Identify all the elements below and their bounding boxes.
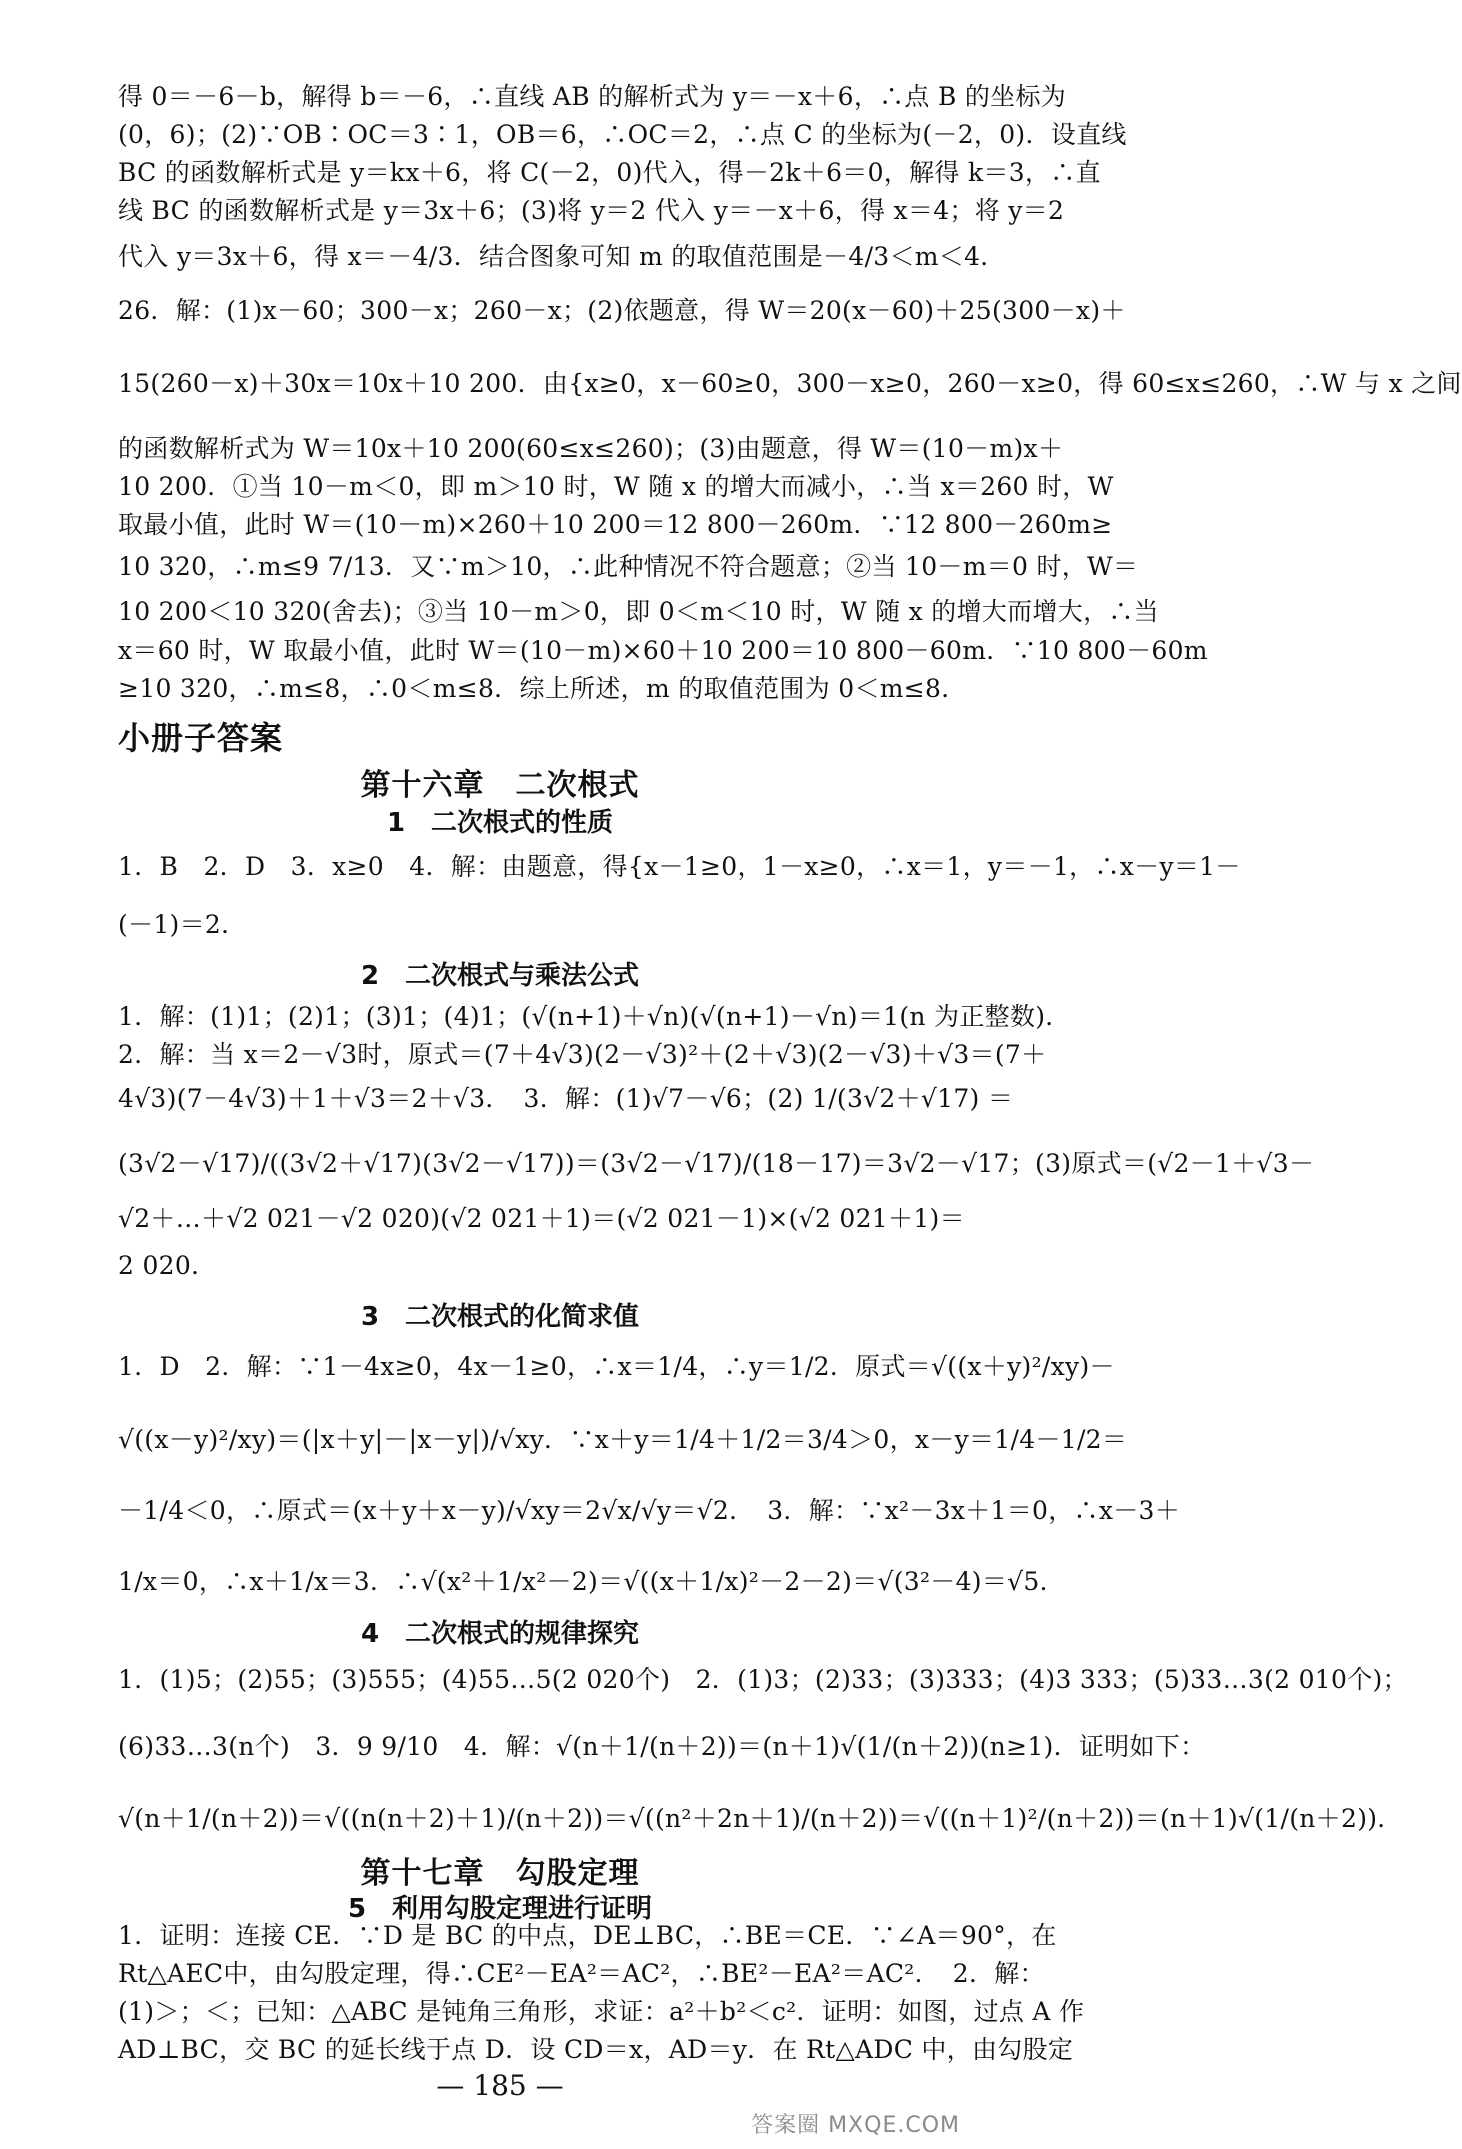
text-line: ≥10 320，∴m≤8，∴0＜m≤8．综上所述，m 的取值范围为 0＜m≤8． (118, 674, 967, 703)
text-line: 得 0＝－6－b，解得 b＝－6，∴直线 AB 的解析式为 y＝－x＋6，∴点 B 的坐标为 (118, 82, 1067, 111)
watermark: 答案圈 MXQE.COM (751, 2113, 960, 2138)
text-line: 1．(1)5；(2)55；(3)555；(4)55…5(2 020个) 2．(1)3；(2)33；(3)333；(4)3 333；(5)33…3(2 010个)； (118, 1665, 1408, 1694)
text-line: 1．解：(1)1；(2)1；(3)1；(4)1；(√(n+1)＋√n)(√(n+1)－√n)＝1(n 为正整数)． (118, 1002, 1071, 1031)
text-line: 1/x＝0，∴x＋1/x＝3．∴√(x²＋1/x²－2)＝√((x＋1/x)²－2－2)＝√(3²－4)＝√5． (118, 1567, 1065, 1596)
text-line: 10 200．①当 10－m＜0，即 m＞10 时，W 随 x 的增大而减小，∴当 x＝260 时，W (118, 472, 1114, 501)
text-line: 4√3)(7－4√3)＋1＋√3＝2＋√3． 3．解：(1)√7－√6；(2) 1/(3√2＋√17) ＝ (118, 1084, 1014, 1113)
text-line: AD⊥BC，交 BC 的延长线于点 D．设 CD＝x，AD＝y．在 Rt△ADC 中，由勾股定 (118, 2035, 1074, 2064)
text-line: 2．解：当 x＝2－√3时，原式＝(7＋4√3)(2－√3)²＋(2＋√3)(2－√3)＋√3＝(7＋ (118, 1040, 1047, 1069)
text-line: (－1)＝2． (118, 910, 247, 939)
text-line: Rt△AEC中，由勾股定理，得∴CE²－EA²＝AC²，∴BE²－EA²＝AC²． 2．解： (118, 1959, 1045, 1988)
text-line: 代入 y＝3x＋6，得 x＝－4/3．结合图象可知 m 的取值范围是－4/3＜m＜4． (118, 242, 1006, 271)
section-heading: 1 二次根式的性质 (386, 808, 614, 838)
text-line: (3√2－√17)/((3√2＋√17)(3√2－√17))＝(3√2－√17)/(18－17)＝3√2－√17；(3)原式＝(√2－1＋√3－ (118, 1149, 1315, 1178)
text-line: (1)＞；＜；已知：△ABC 是钝角三角形，求证：a²＋b²＜c²．证明：如图，过点 A 作 (118, 1997, 1085, 2026)
text-line: 1．D 2．解：∵1－4x≥0，4x－1≥0，∴x＝1/4，∴y＝1/2．原式＝√((x＋y)²/xy)－ (118, 1352, 1115, 1381)
text-line: √(n＋1/(n＋2))＝√((n(n＋2)＋1)/(n＋2))＝√((n²＋2n＋1)/(n＋2))＝√((n＋1)²/(n＋2))＝(n＋1)√(1/(n＋2))． (118, 1804, 1403, 1833)
section-heading: 3 二次根式的化简求值 (360, 1302, 640, 1332)
section-heading: 4 二次根式的规律探究 (360, 1619, 640, 1649)
text-line: 的函数解析式为 W＝10x＋10 200(60≤x≤260)；(3)由题意，得 W＝(10－m)x＋ (118, 434, 1064, 463)
text-line: 1．证明：连接 CE．∵D 是 BC 的中点，DE⊥BC，∴BE＝CE．∵∠A＝90°，在 (118, 1921, 1057, 1950)
chapter-heading: 第十七章 勾股定理 (360, 1856, 640, 1891)
text-line: 线 BC 的函数解析式是 y＝3x＋6；(3)将 y＝2 代入 y＝－x＋6，得 x＝4；将 y＝2 (118, 196, 1065, 225)
text-line: －1/4＜0，∴原式＝(x＋y＋x－y)/√xy＝2√x/√y＝√2． 3．解：∵x²－3x＋1＝0，∴x－3＋ (118, 1496, 1181, 1525)
text-line: 1．B 2．D 3．x≥0 4．解：由题意，得{x－1≥0，1－x≥0，∴x＝1，y＝－1，∴x－y＝1－ (118, 852, 1241, 881)
text-line: BC 的函数解析式是 y＝kx＋6，将 C(－2，0)代入，得－2k＋6＝0，解得 k＝3，∴直 (118, 158, 1101, 187)
text-line: (6)33…3(n个) 3．9 9/10 4．解：√(n＋1/(n＋2))＝(n＋1)√(1/(n＋2))(n≥1)．证明如下： (118, 1732, 1206, 1761)
section-heading: 5 利用勾股定理进行证明 (347, 1894, 653, 1924)
booklet-title: 小册子答案 (118, 719, 284, 757)
text-line: 15(260－x)＋30x＝10x＋10 200．由{x≥0，x－60≥0，300－x≥0，260－x≥0，得 60≤x≤260，∴W 与 x 之间 (118, 369, 1462, 398)
text-line: x＝60 时，W 取最小值，此时 W＝(10－m)×60＋10 200＝10 800－60m．∵10 800－60m (118, 636, 1208, 665)
text-line: √((x－y)²/xy)＝(|x＋y|－|x－y|)/√xy．∵x＋y＝1/4＋1/2＝3/4＞0，x－y＝1/4－1/2＝ (118, 1425, 1128, 1454)
text-line: 取最小值，此时 W＝(10－m)×260＋10 200＝12 800－260m．∵12 800－260m≥ (118, 510, 1113, 539)
text-line: 10 320，∴m≤9 7/13．又∵m＞10，∴此种情况不符合题意；②当 10－m＝0 时，W＝ (118, 552, 1139, 581)
text-line: 2 020． (118, 1251, 217, 1280)
section-heading: 2 二次根式与乘法公式 (360, 961, 640, 991)
chapter-heading: 第十六章 二次根式 (360, 768, 640, 803)
text-line: (0，6)；(2)∵OB∶OC＝3∶1，OB＝6，∴OC＝2，∴点 C 的坐标为(－2，0)．设直线 (118, 120, 1127, 149)
page-number: — 185 — (436, 2069, 564, 2102)
text-line: 10 200＜10 320(舍去)；③当 10－m＞0，即 0＜m＜10 时，W 随 x 的增大而增大，∴当 (118, 597, 1159, 626)
text-line: √2＋…＋√2 021－√2 020)(√2 021＋1)＝(√2 021－1)×(√2 021＋1)＝ (118, 1204, 965, 1233)
text-line: 26．解：(1)x－60；300－x；260－x；(2)依题意，得 W＝20(x－60)＋25(300－x)＋ (118, 296, 1126, 325)
